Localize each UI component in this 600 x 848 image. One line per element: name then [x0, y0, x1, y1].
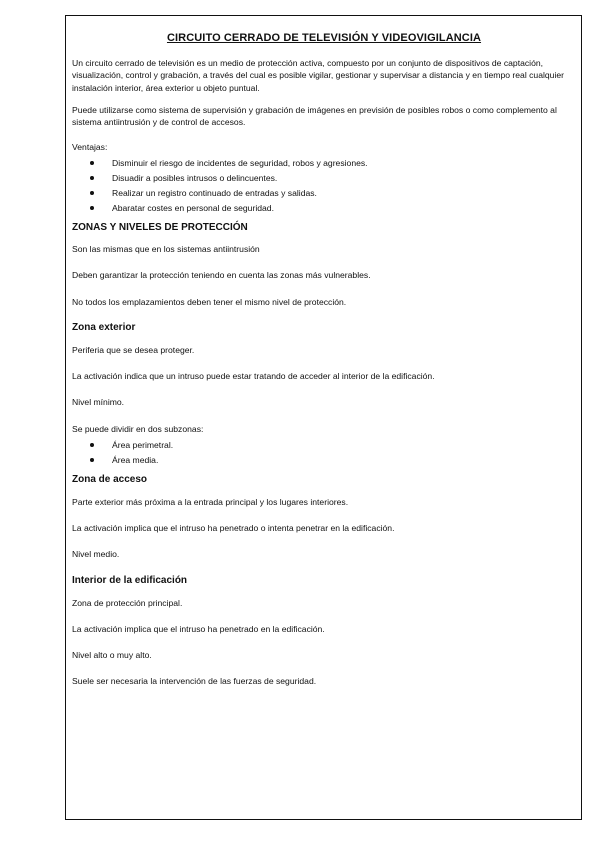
paragraph: Son las mismas que en los sistemas antiintrusión: [72, 244, 260, 255]
ventajas-list: [72, 157, 576, 214]
section-heading-interior: Interior de la edificación: [72, 574, 188, 586]
ventajas-label: Ventajas:: [72, 142, 108, 153]
section-heading-exterior: Zona exterior: [72, 321, 136, 333]
section-heading-acceso: Zona de acceso: [72, 473, 148, 485]
section-heading-zonas: ZONAS Y NIVELES DE PROTECCIÓN: [72, 222, 248, 234]
paragraph: Nivel alto o muy alto.: [72, 650, 152, 661]
list-item: Disminuir el riesgo de incidentes de seguridad, robos y agresiones.: [112, 157, 576, 169]
paragraph: La activación implica que el intruso ha penetrado en la edificación.: [72, 624, 325, 635]
list-item: Área perimetral.: [112, 439, 576, 451]
paragraph: La activación indica que un intruso puede estar tratando de acceder al interior de la edificación.: [72, 371, 435, 382]
list-item: Abaratar costes en personal de seguridad.: [112, 202, 576, 214]
paragraph: No todos los emplazamientos deben tener el mismo nivel de protección.: [72, 296, 347, 307]
paragraph: Parte exterior más próxima a la entrada principal y los lugares interiores.: [72, 497, 349, 508]
list-item: Disuadir a posibles intrusos o delincuentes.: [112, 172, 576, 184]
subzonas-list: [72, 439, 576, 466]
list-item: Área media.: [112, 454, 576, 466]
document-title: CIRCUITO CERRADO DE TELEVISIÓN Y VIDEOVIGILANCIA: [166, 32, 482, 44]
document-body: [72, 30, 576, 702]
paragraph: Periferia que se desea proteger.: [72, 345, 195, 356]
paragraph: Suele ser necesaria la intervención de las fuerzas de seguridad.: [72, 676, 317, 687]
subzonas-label: Se puede dividir en dos subzonas:: [72, 423, 204, 434]
intro-paragraph: Un circuito cerrado de televisión es un medio de protección activa, compuesto por un conjunto de dispositivos de captación, visualización, control y grabación, a través del cual es posible vigilar, gestionar y supervisar a distancia y en tiempo real cualquier instalación interior, área exterior u objeto puntual.: [72, 58, 565, 93]
intro-paragraph: Puede utilizarse como sistema de supervisión y grabación de imágenes en previsión de posibles robos o como complemento al sistema antiintrusión y de control de accesos.: [72, 104, 557, 128]
paragraph: Nivel mínimo.: [72, 397, 125, 408]
paragraph: Deben garantizar la protección teniendo en cuenta las zonas más vulnerables.: [72, 270, 371, 281]
list-item: Realizar un registro continuado de entradas y salidas.: [112, 187, 576, 199]
paragraph: Nivel medio.: [72, 549, 120, 560]
paragraph: Zona de protección principal.: [72, 597, 183, 608]
paragraph: La activación implica que el intruso ha penetrado o intenta penetrar en la edificación.: [72, 523, 395, 534]
